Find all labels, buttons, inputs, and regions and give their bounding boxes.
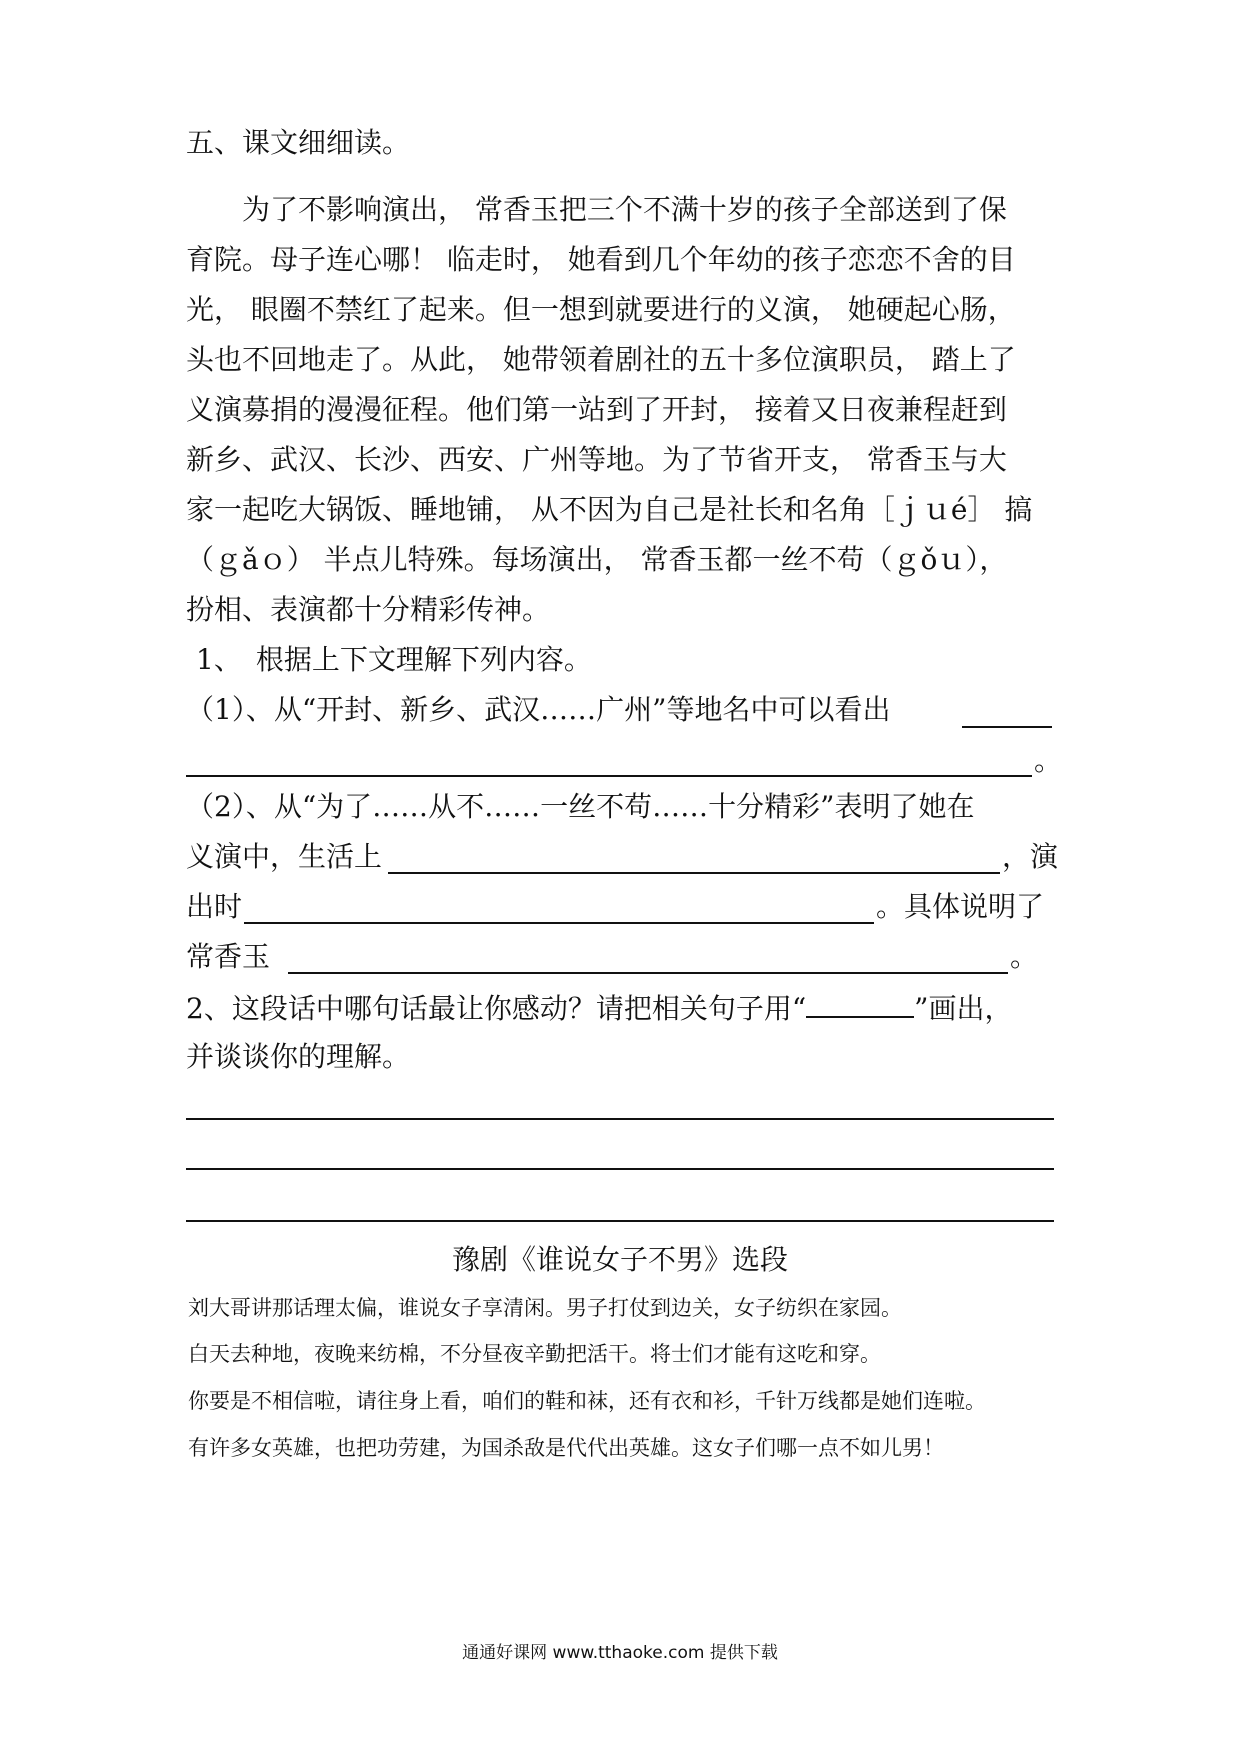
question-1-title: 1、 根据上下文理解下列内容。 — [196, 643, 592, 676]
answer-line[interactable] — [186, 1118, 1054, 1120]
question-1-1-end: 。 — [1034, 744, 1063, 777]
question-1-2-part3-end: 。 — [1010, 940, 1039, 973]
question-2-prompt-line2: 并谈谈你的理解。 — [186, 1040, 411, 1073]
passage-line: 新乡、武汉、长沙、西安、广州等地。为了节省开支， 常香玉与大 — [186, 443, 1007, 476]
answer-line[interactable] — [388, 872, 1000, 874]
passage-line: 光， 眼圈不禁红了起来。但一想到就要进行的义演， 她硬起心肠， — [186, 293, 1016, 326]
question-1-2-prompt: （2）、从“为了……从不……一丝不苟……十分精彩”表明了她在 — [186, 790, 975, 823]
page-footer: 通通好课网 www.tthaoke.com 提供下载 — [462, 1643, 778, 1663]
opera-title: 豫剧《谁说女子不男》选段 — [451, 1243, 788, 1276]
question-2-prompt — [186, 990, 1012, 1026]
question-1-2-part2-end: 。具体说明了 — [876, 890, 1045, 923]
passage-line: （ｇǎｏ） 半点儿特殊。每场演出， 常香玉都一丝不苟（ｇǒｕ）， — [186, 543, 1008, 576]
lyric-line: 白天去种地，夜晚来纺棉，不分昼夜辛勤把活干。将士们才能有这吃和穿。 — [188, 1342, 881, 1366]
passage-line: 家一起吃大锅饭、睡地铺， 从不因为自己是社长和名角［ｊｕé］ 搞 — [186, 493, 1033, 526]
question-1-2-part1: 义演中，生活上 — [186, 840, 383, 873]
answer-line[interactable] — [186, 775, 1032, 777]
answer-line[interactable] — [244, 922, 874, 924]
answer-line[interactable] — [288, 972, 1008, 974]
passage-line: 为了不影响演出， 常香玉把三个不满十岁的孩子全部送到了保 — [186, 193, 1007, 226]
passage-line: 义演募捐的漫漫征程。他们第一站到了开封， 接着又日夜兼程赶到 — [186, 393, 1007, 426]
question-2-text-a: 2、这段话中哪句话最让你感动？请把相关句子用“ — [186, 992, 807, 1025]
answer-line[interactable] — [186, 1168, 1054, 1170]
passage-line: 扮相、表演都十分精彩传神。 — [186, 593, 551, 626]
question-1-1-prompt: （1）、从“开封、新乡、武汉……广州”等地名中可以看出 — [186, 693, 891, 726]
underline-sample — [806, 990, 914, 1018]
lyric-line: 刘大哥讲那话理太偏，谁说女子享清闲。男子打仗到边关，女子纺织在家园。 — [188, 1296, 902, 1320]
question-1-2-part1-end: ，演 — [1002, 840, 1059, 873]
question-1-2-part2: 出时 — [186, 890, 243, 923]
passage-line: 头也不回地走了。从此， 她带领着剧社的五十多位演职员， 踏上了 — [186, 343, 1016, 376]
answer-line[interactable] — [186, 1220, 1054, 1222]
lyric-line: 你要是不相信啦，请往身上看，咱们的鞋和袜，还有衣和衫，千针万线都是她们连啦。 — [188, 1389, 986, 1413]
answer-line[interactable] — [962, 726, 1052, 728]
question-2-text-b: ”画出， — [914, 992, 1013, 1025]
section-title: 五、课文细细读。 — [186, 126, 411, 159]
lyric-line: 有许多女英雄，也把功劳建，为国杀敌是代代出英雄。这女子们哪一点不如儿男！ — [188, 1436, 944, 1460]
question-1-2-part3: 常香玉 — [186, 940, 271, 973]
passage-line: 育院。母子连心哪！ 临走时， 她看到几个年幼的孩子恋恋不舍的目 — [186, 243, 1016, 276]
